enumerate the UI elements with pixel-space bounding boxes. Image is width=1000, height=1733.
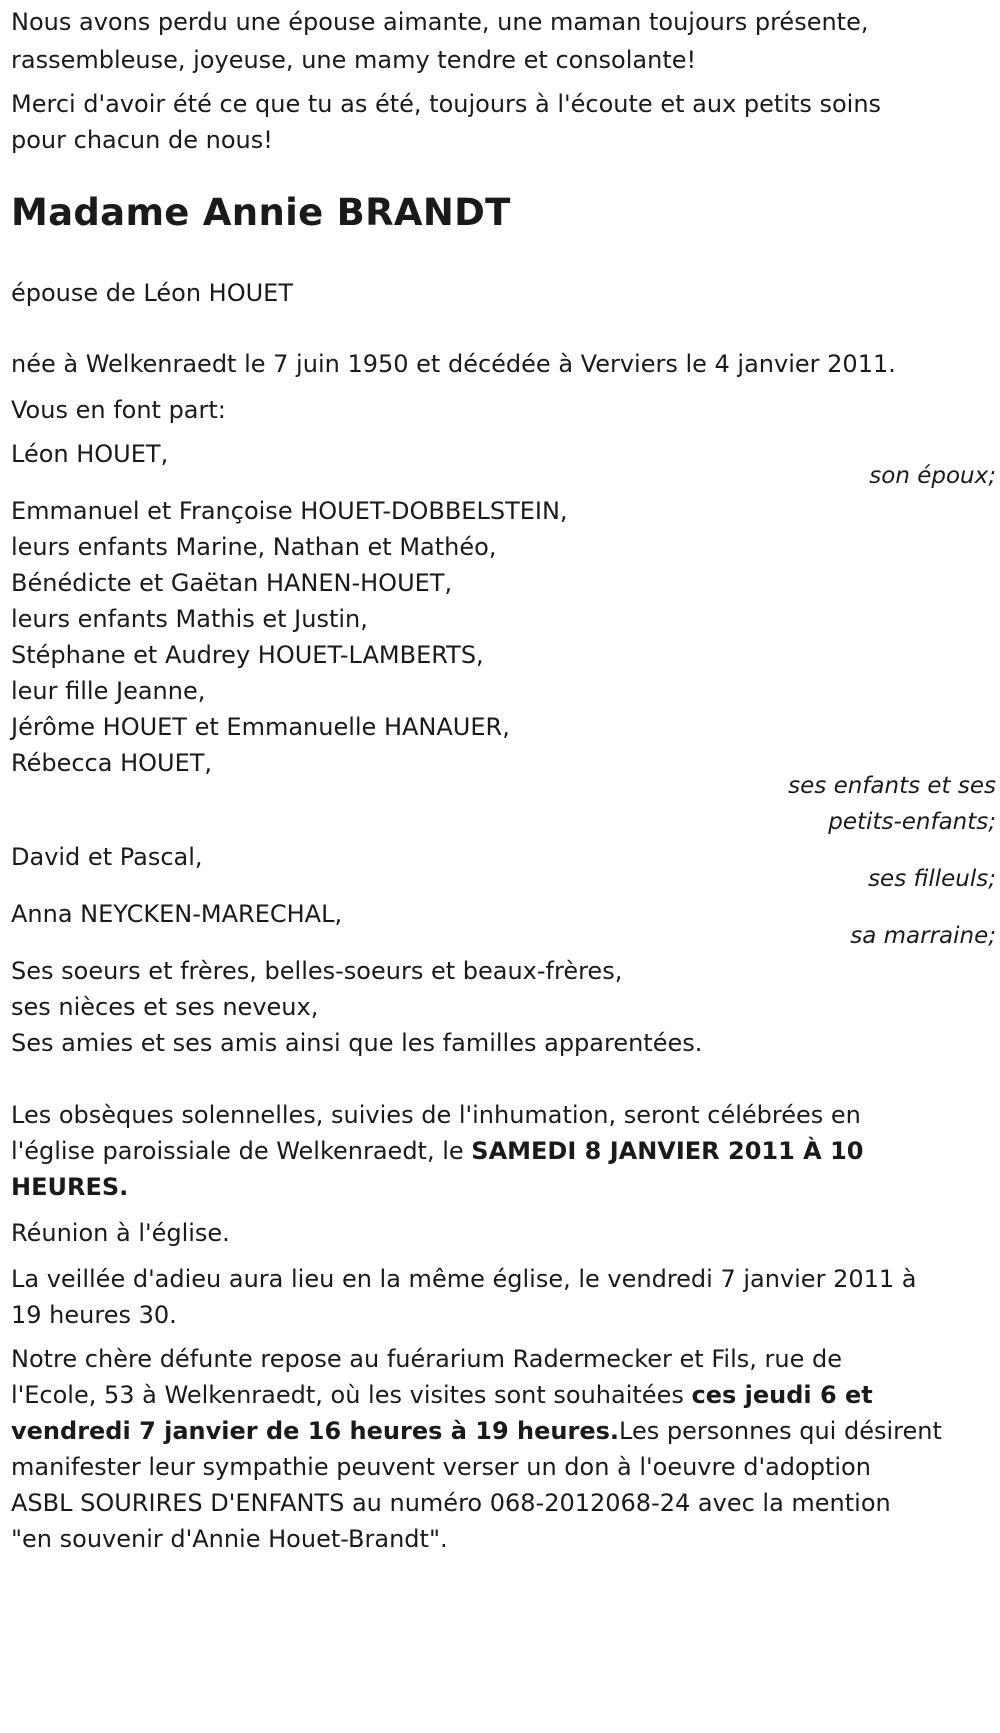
- rest-line-3: [11, 1411, 942, 1451]
- meeting-line: Réunion à l'église.: [11, 1219, 230, 1247]
- children-line-8: Rébecca HOUET,: [11, 749, 213, 777]
- family-line-3: Ses amies et ses amis ainsi que les familles apparentées.: [11, 1029, 703, 1057]
- godmother-name: Anna NEYCKEN-MARECHAL,: [11, 900, 343, 928]
- rest-line-4: manifester leur sympathie peuvent verser un don à l'oeuvre d'adoption: [11, 1453, 871, 1481]
- funeral-line-3: [11, 1167, 128, 1207]
- funeral-time: HEURES.: [11, 1173, 129, 1201]
- intro-line-1: Nous avons perdu une épouse aimante, une maman toujours présente,: [11, 8, 869, 36]
- deceased-name-title: Madame Annie BRANDT: [11, 191, 511, 234]
- intro-line-4: pour chacun de nous!: [11, 126, 273, 154]
- funeral-text: l'église paroissiale de Welkenraedt, le: [11, 1137, 472, 1165]
- children-line-2: leurs enfants Marine, Nathan et Mathéo,: [11, 533, 497, 561]
- funeral-line-1: Les obsèques solennelles, suivies de l'inhumation, seront célébrées en: [11, 1101, 861, 1129]
- godchildren-name: David et Pascal,: [11, 843, 203, 871]
- family-line-2: ses nièces et ses neveux,: [11, 993, 319, 1021]
- children-line-6: leur fille Jeanne,: [11, 677, 206, 705]
- family-line-1: Ses soeurs et frères, belles-soeurs et beaux-frères,: [11, 957, 623, 985]
- godchildren-relation: ses filleuls;: [868, 866, 996, 892]
- birth-death-line: née à Welkenraedt le 7 juin 1950 et décédée à Verviers le 4 janvier 2011.: [11, 350, 896, 378]
- godmother-relation: sa marraine;: [850, 923, 996, 949]
- funeral-line-2: [11, 1131, 864, 1171]
- children-line-1: Emmanuel et Françoise HOUET-DOBBELSTEIN,: [11, 497, 568, 525]
- rest-line-5: ASBL SOURIRES D'ENFANTS au numéro 068-2012068-24 avec la mention: [11, 1489, 891, 1517]
- visit-days: ces jeudi 6 et: [691, 1381, 873, 1409]
- children-line-4: leurs enfants Mathis et Justin,: [11, 605, 368, 633]
- rest-line-6: "en souvenir d'Annie Houet-Brandt".: [11, 1525, 448, 1553]
- intro-line-3: Merci d'avoir été ce que tu as été, toujours à l'écoute et aux petits soins: [11, 90, 882, 118]
- vigil-line-2: 19 heures 30.: [11, 1301, 177, 1329]
- children-line-3: Bénédicte et Gaëtan HANEN-HOUET,: [11, 569, 453, 597]
- rest-line-2: [11, 1375, 873, 1415]
- visit-hours: vendredi 7 janvier de 16 heures à 19 heures.: [11, 1417, 620, 1445]
- rest-text: l'Ecole, 53 à Welkenraedt, où les visites sont souhaitées: [11, 1381, 692, 1409]
- spouse-line: épouse de Léon HOUET: [11, 279, 293, 307]
- rest-line-1: Notre chère défunte repose au fuérarium Radermecker et Fils, rue de: [11, 1345, 842, 1373]
- children-line-7: Jérôme HOUET et Emmanuelle HANAUER,: [11, 713, 510, 741]
- vigil-line-1: La veillée d'adieu aura lieu en la même église, le vendredi 7 janvier 2011 à: [11, 1265, 917, 1293]
- children-relation-line-2: petits-enfants;: [828, 809, 996, 835]
- spouse-relation: son époux;: [869, 463, 996, 489]
- intro-line-2: rassembleuse, joyeuse, une mamy tendre et consolante!: [11, 46, 697, 74]
- rest-text-cont: Les personnes qui désirent: [619, 1417, 942, 1445]
- children-relation-line-1: ses enfants et ses: [788, 773, 996, 799]
- children-line-5: Stéphane et Audrey HOUET-LAMBERTS,: [11, 641, 484, 669]
- spouse-name: Léon HOUET,: [11, 440, 169, 468]
- announce-label: Vous en font part:: [11, 396, 226, 424]
- funeral-date: SAMEDI 8 JANVIER 2011 À 10: [471, 1137, 864, 1165]
